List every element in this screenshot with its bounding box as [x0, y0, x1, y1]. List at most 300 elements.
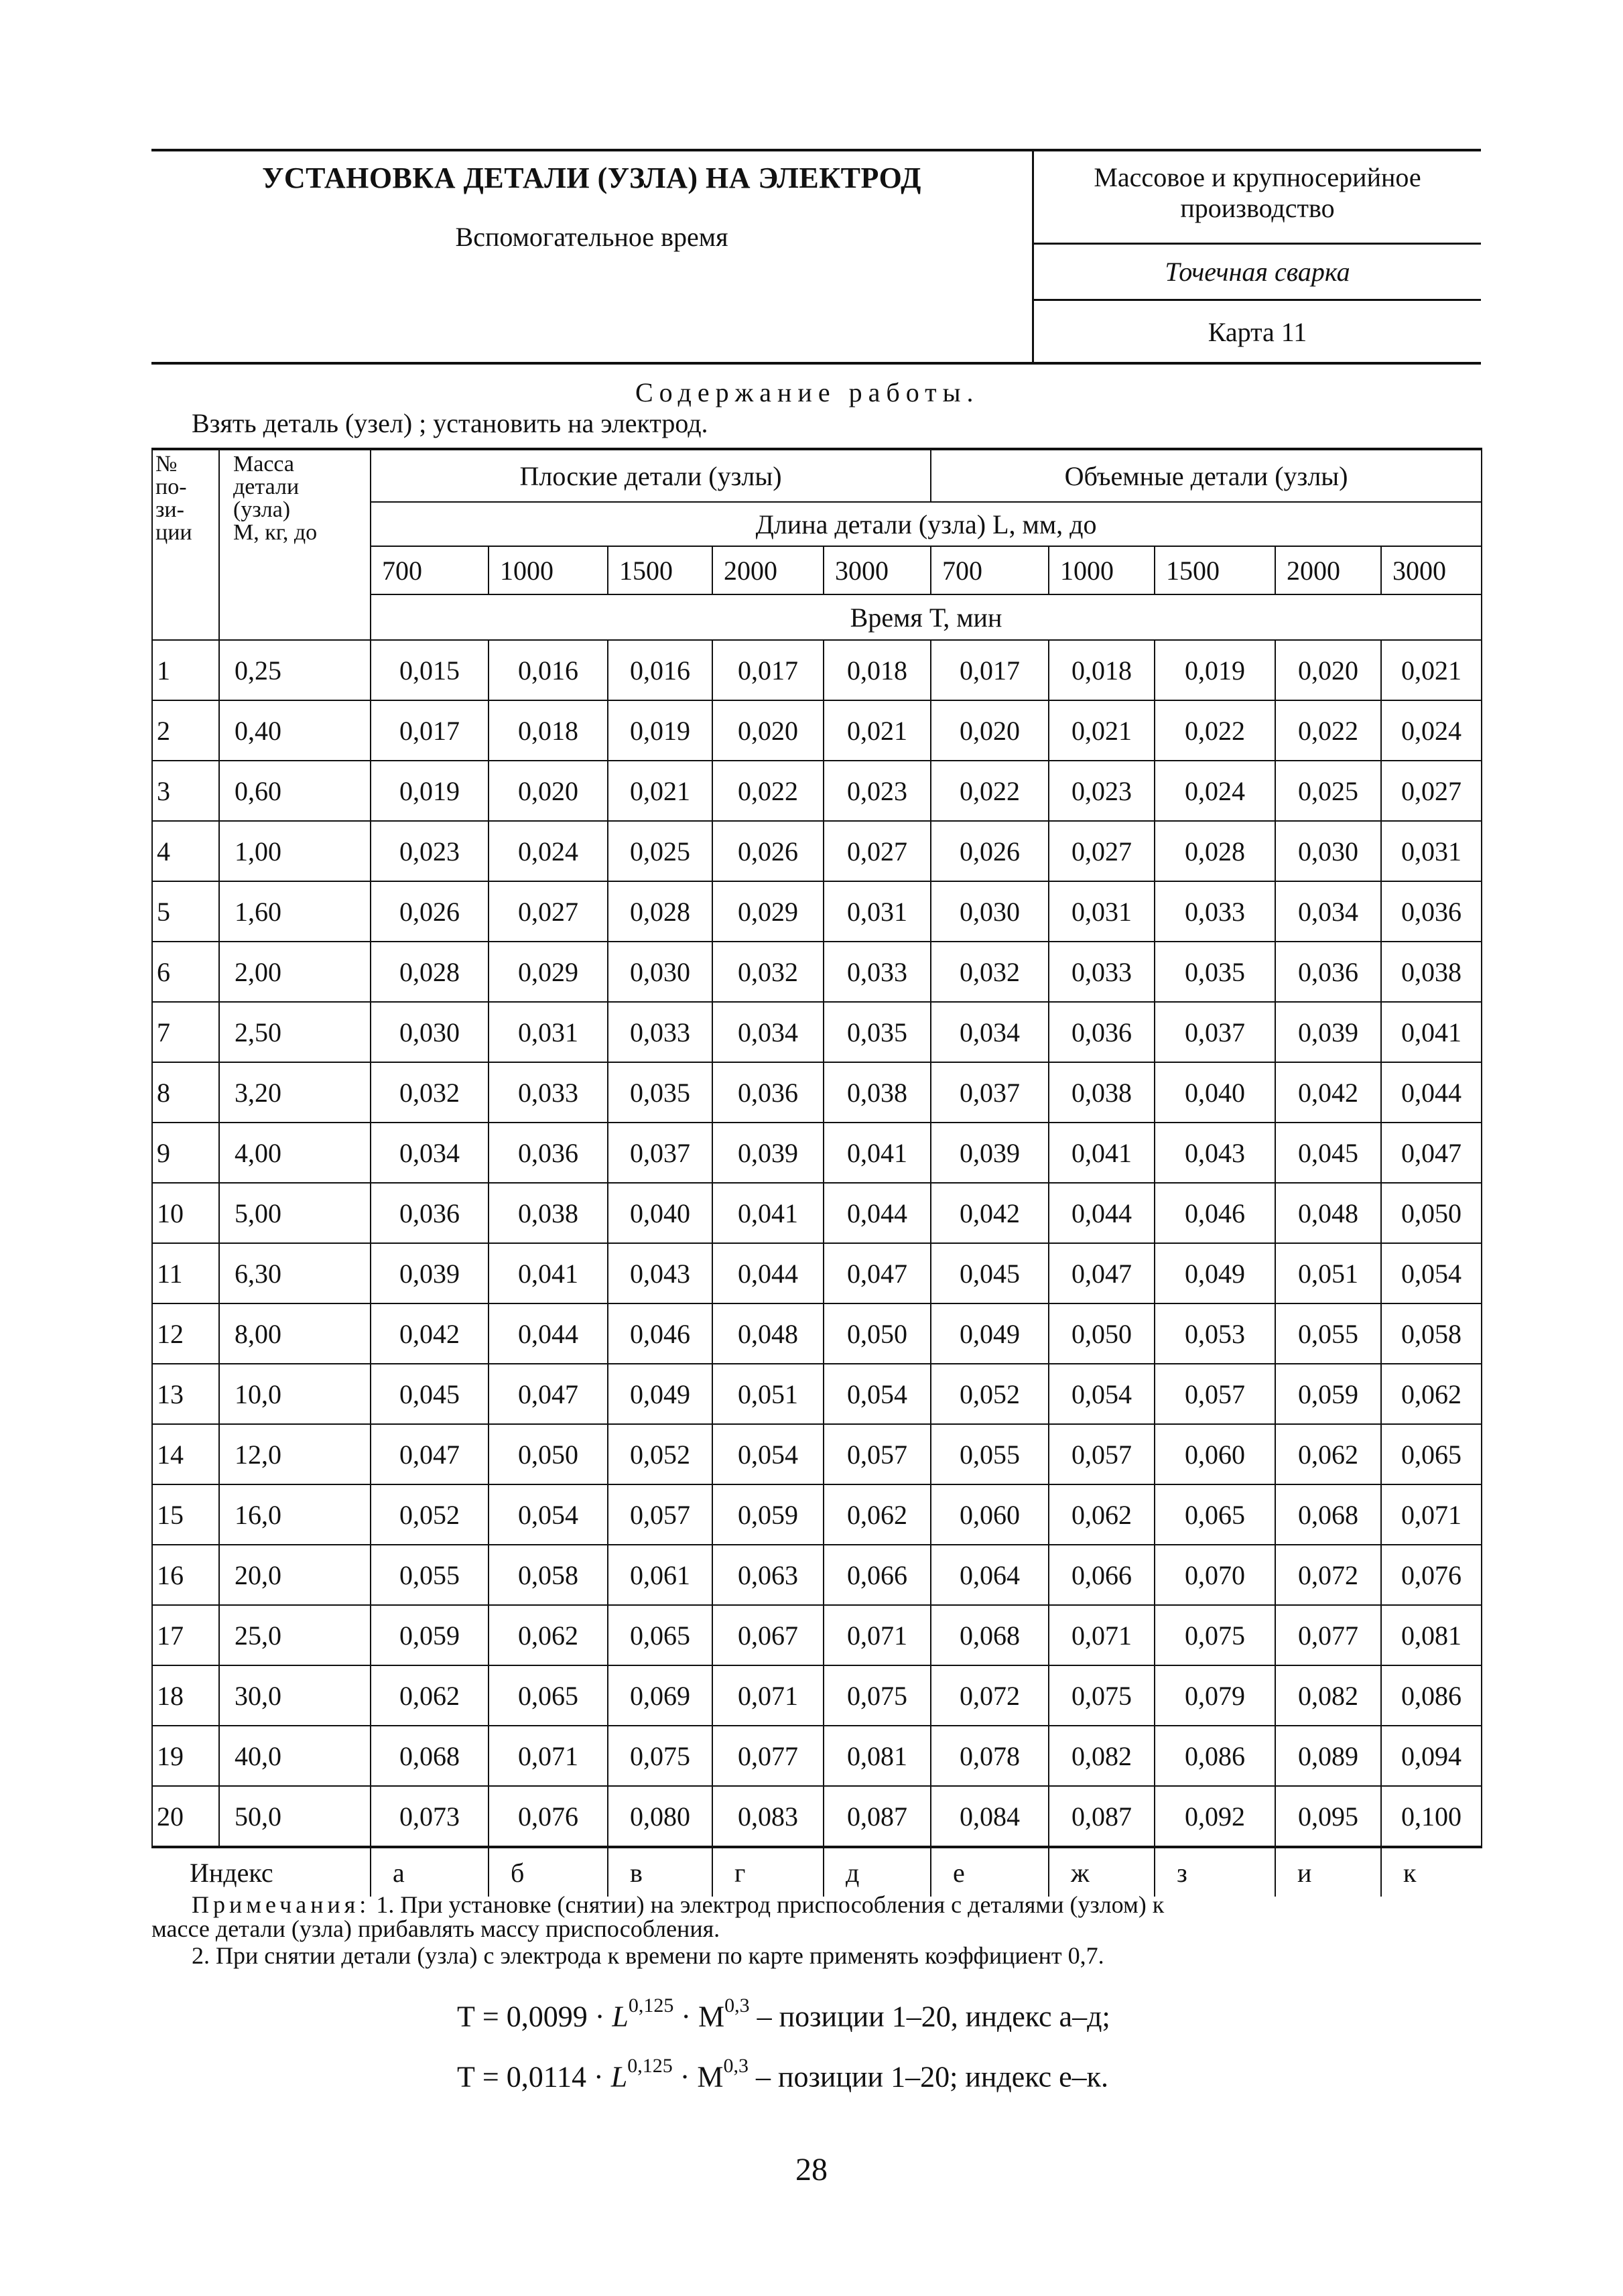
welding-method: Точечная сварка: [1165, 257, 1350, 287]
time-value-cell: 0,039: [371, 1243, 489, 1303]
notes-label: Примечания:: [192, 1891, 371, 1918]
mass-cell: 50,0: [219, 1786, 371, 1847]
time-value-cell: 0,078: [931, 1726, 1049, 1786]
time-value-cell: 0,100: [1381, 1786, 1482, 1847]
table-row: [152, 1303, 1482, 1364]
time-value-cell: 0,023: [824, 761, 931, 821]
position-cell: 7: [152, 1002, 219, 1062]
time-value-cell: 0,040: [608, 1183, 712, 1243]
table-row: [152, 1605, 1482, 1665]
time-value-cell: 0,062: [371, 1665, 489, 1726]
time-value-cell: 0,021: [824, 700, 931, 761]
time-value-cell: 0,057: [824, 1424, 931, 1484]
time-value-cell: 0,041: [824, 1123, 931, 1183]
header-right: [1034, 151, 1481, 362]
mass-cell: 6,30: [219, 1243, 371, 1303]
index-cell: е: [931, 1847, 1049, 1897]
time-value-cell: 0,015: [371, 640, 489, 700]
time-value-cell: 0,044: [1049, 1183, 1155, 1243]
group-flat-header: Плоские детали (узлы): [371, 449, 931, 502]
time-value-cell: 0,057: [1049, 1424, 1155, 1484]
time-value-cell: 0,022: [931, 761, 1049, 821]
time-value-cell: 0,062: [824, 1484, 931, 1545]
time-value-cell: 0,065: [608, 1605, 712, 1665]
time-value-cell: 0,050: [1381, 1183, 1482, 1243]
mass-cell: 1,60: [219, 881, 371, 942]
time-value-cell: 0,094: [1381, 1726, 1482, 1786]
time-value-cell: 0,071: [489, 1726, 608, 1786]
note-2: 2. При снятии детали (узла) с электрода к времени по карте применять коэффициент 0,7.: [192, 1942, 1104, 1969]
time-value-cell: 0,034: [931, 1002, 1049, 1062]
time-value-cell: 0,026: [712, 821, 824, 881]
time-value-cell: 0,018: [824, 640, 931, 700]
time-value-cell: 0,092: [1155, 1786, 1275, 1847]
time-value-cell: 0,022: [1155, 700, 1275, 761]
time-value-cell: 0,049: [1155, 1243, 1275, 1303]
position-cell: 16: [152, 1545, 219, 1605]
time-value-cell: 0,065: [1155, 1484, 1275, 1545]
time-value-cell: 0,076: [1381, 1545, 1482, 1605]
time-value-cell: 0,016: [608, 640, 712, 700]
time-value-cell: 0,051: [712, 1364, 824, 1424]
mass-cell: 0,40: [219, 700, 371, 761]
time-value-cell: 0,024: [1381, 700, 1482, 761]
time-value-cell: 0,036: [489, 1123, 608, 1183]
mass-cell: 25,0: [219, 1605, 371, 1665]
table-row: [152, 881, 1482, 942]
time-value-cell: 0,017: [371, 700, 489, 761]
time-value-cell: 0,080: [608, 1786, 712, 1847]
time-value-cell: 0,022: [1275, 700, 1381, 761]
index-cell: в: [608, 1847, 712, 1897]
time-value-cell: 0,017: [712, 640, 824, 700]
mass-cell: 0,25: [219, 640, 371, 700]
time-value-cell: 0,019: [1155, 640, 1275, 700]
note-1-continued: массе детали (узла) прибавлять массу приспособления.: [151, 1915, 720, 1942]
time-value-cell: 0,033: [608, 1002, 712, 1062]
time-value-cell: 0,047: [1381, 1123, 1482, 1183]
time-value-cell: 0,083: [712, 1786, 824, 1847]
time-value-cell: 0,089: [1275, 1726, 1381, 1786]
position-header: № по- зи- ции: [152, 449, 219, 640]
table-row: [152, 1424, 1482, 1484]
time-value-cell: 0,046: [1155, 1183, 1275, 1243]
table-row: [152, 1484, 1482, 1545]
time-value-cell: 0,069: [608, 1665, 712, 1726]
time-value-cell: 0,033: [824, 942, 931, 1002]
length-column-header: 1500: [608, 546, 712, 594]
time-value-cell: 0,044: [1381, 1062, 1482, 1123]
length-column-header: 700: [931, 546, 1049, 594]
time-value-cell: 0,026: [931, 821, 1049, 881]
time-value-cell: 0,047: [824, 1243, 931, 1303]
position-cell: 4: [152, 821, 219, 881]
time-value-cell: 0,018: [489, 700, 608, 761]
time-value-cell: 0,038: [824, 1062, 931, 1123]
formula-2: Т = 0,0114 · L$^{0,125}$ · М$^{0,3}$ – позиции 1–20; индекс е–к.: [457, 2055, 1109, 2094]
time-value-cell: 0,040: [1155, 1062, 1275, 1123]
time-value-cell: 0,016: [489, 640, 608, 700]
time-value-cell: 0,036: [371, 1183, 489, 1243]
time-value-cell: 0,039: [1275, 1002, 1381, 1062]
time-value-cell: 0,071: [1381, 1484, 1482, 1545]
index-cell: и: [1275, 1847, 1381, 1897]
time-value-cell: 0,049: [931, 1303, 1049, 1364]
index-cell: к: [1381, 1847, 1482, 1897]
time-value-cell: 0,031: [824, 881, 931, 942]
mass-cell: 16,0: [219, 1484, 371, 1545]
time-value-cell: 0,039: [712, 1123, 824, 1183]
time-value-cell: 0,045: [931, 1243, 1049, 1303]
time-value-cell: 0,028: [371, 942, 489, 1002]
position-cell: 3: [152, 761, 219, 821]
mass-cell: 1,00: [219, 821, 371, 881]
time-value-cell: 0,033: [1155, 881, 1275, 942]
time-value-cell: 0,038: [489, 1183, 608, 1243]
mass-cell: 2,50: [219, 1002, 371, 1062]
time-value-cell: 0,042: [1275, 1062, 1381, 1123]
time-value-cell: 0,068: [931, 1605, 1049, 1665]
time-value-cell: 0,036: [712, 1062, 824, 1123]
mass-cell: 5,00: [219, 1183, 371, 1243]
time-value-cell: 0,046: [608, 1303, 712, 1364]
time-value-cell: 0,050: [489, 1424, 608, 1484]
time-value-cell: 0,050: [824, 1303, 931, 1364]
time-value-cell: 0,034: [712, 1002, 824, 1062]
time-header: Время Т, мин: [371, 594, 1482, 640]
index-label: Индекс: [152, 1847, 371, 1897]
time-value-cell: 0,024: [1155, 761, 1275, 821]
time-value-cell: 0,057: [1155, 1364, 1275, 1424]
time-value-cell: 0,037: [931, 1062, 1049, 1123]
time-value-cell: 0,032: [931, 942, 1049, 1002]
page-number: 28: [795, 2152, 828, 2187]
time-value-cell: 0,021: [608, 761, 712, 821]
table-row: [152, 700, 1482, 761]
time-value-cell: 0,062: [1381, 1364, 1482, 1424]
table-row: [152, 821, 1482, 881]
time-value-cell: 0,032: [371, 1062, 489, 1123]
time-value-cell: 0,017: [931, 640, 1049, 700]
header-left: [151, 151, 1032, 362]
time-value-cell: 0,033: [489, 1062, 608, 1123]
position-cell: 15: [152, 1484, 219, 1545]
length-column-header: 2000: [712, 546, 824, 594]
position-cell: 5: [152, 881, 219, 942]
time-value-cell: 0,036: [1275, 942, 1381, 1002]
time-value-cell: 0,075: [608, 1726, 712, 1786]
time-value-cell: 0,057: [608, 1484, 712, 1545]
time-value-cell: 0,035: [824, 1002, 931, 1062]
position-cell: 1: [152, 640, 219, 700]
table-row: [152, 1364, 1482, 1424]
table-row: [152, 761, 1482, 821]
position-cell: 11: [152, 1243, 219, 1303]
mass-cell: 12,0: [219, 1424, 371, 1484]
time-value-cell: 0,029: [712, 881, 824, 942]
time-value-cell: 0,060: [931, 1484, 1049, 1545]
time-value-cell: 0,044: [712, 1243, 824, 1303]
work-content-text: Взять деталь (узел) ; установить на электрод.: [192, 408, 708, 438]
time-value-cell: 0,044: [824, 1183, 931, 1243]
length-column-header: 3000: [1381, 546, 1482, 594]
time-value-cell: 0,065: [1381, 1424, 1482, 1484]
time-value-cell: 0,031: [1381, 821, 1482, 881]
time-value-cell: 0,052: [608, 1424, 712, 1484]
time-value-cell: 0,032: [712, 942, 824, 1002]
mass-cell: 3,20: [219, 1062, 371, 1123]
work-content-title: Содержание работы.: [635, 377, 980, 407]
time-value-cell: 0,061: [608, 1545, 712, 1605]
time-value-cell: 0,033: [1049, 942, 1155, 1002]
time-value-cell: 0,081: [1381, 1605, 1482, 1665]
table-row: [152, 1545, 1482, 1605]
card-number: Карта 11: [1208, 317, 1307, 347]
time-value-cell: 0,044: [489, 1303, 608, 1364]
time-value-cell: 0,035: [1155, 942, 1275, 1002]
position-cell: 13: [152, 1364, 219, 1424]
time-value-cell: 0,041: [1381, 1002, 1482, 1062]
time-value-cell: 0,076: [489, 1786, 608, 1847]
mass-cell: 4,00: [219, 1123, 371, 1183]
time-value-cell: 0,025: [1275, 761, 1381, 821]
time-value-cell: 0,047: [1049, 1243, 1155, 1303]
time-value-cell: 0,048: [712, 1303, 824, 1364]
header-rule: [1034, 299, 1481, 301]
time-value-cell: 0,045: [371, 1364, 489, 1424]
time-value-cell: 0,070: [1155, 1545, 1275, 1605]
time-value-cell: 0,081: [824, 1726, 931, 1786]
time-value-cell: 0,018: [1049, 640, 1155, 700]
time-value-cell: 0,054: [824, 1364, 931, 1424]
production-line-2: производство: [1180, 193, 1335, 223]
page-title: УСТАНОВКА ДЕТАЛИ (УЗЛА) НА ЭЛЕКТРОД: [262, 162, 921, 194]
time-value-cell: 0,058: [1381, 1303, 1482, 1364]
table-row: [152, 1726, 1482, 1786]
time-value-cell: 0,054: [489, 1484, 608, 1545]
index-row: [152, 1847, 1482, 1897]
time-value-cell: 0,052: [931, 1364, 1049, 1424]
position-cell: 14: [152, 1424, 219, 1484]
length-column-header: 1500: [1155, 546, 1275, 594]
time-value-cell: 0,060: [1155, 1424, 1275, 1484]
formula-1: Т = 0,0099 · L$^{0,125}$ · М$^{0,3}$ – позиции 1–20, индекс а–д;: [457, 1994, 1110, 2033]
table-row: [152, 640, 1482, 700]
time-value-cell: 0,041: [489, 1243, 608, 1303]
table-row: [152, 1002, 1482, 1062]
table-row: [152, 1183, 1482, 1243]
time-value-cell: 0,029: [489, 942, 608, 1002]
time-value-cell: 0,050: [1049, 1303, 1155, 1364]
time-value-cell: 0,051: [1275, 1243, 1381, 1303]
time-value-cell: 0,027: [1381, 761, 1482, 821]
time-value-cell: 0,049: [608, 1364, 712, 1424]
time-value-cell: 0,030: [371, 1002, 489, 1062]
mass-header: Масса детали (узла) М, кг, до: [219, 449, 371, 640]
time-value-cell: 0,059: [1275, 1364, 1381, 1424]
time-value-cell: 0,041: [1049, 1123, 1155, 1183]
time-value-cell: 0,071: [824, 1605, 931, 1665]
time-value-cell: 0,034: [1275, 881, 1381, 942]
index-cell: ж: [1049, 1847, 1155, 1897]
time-value-cell: 0,037: [608, 1123, 712, 1183]
position-cell: 20: [152, 1786, 219, 1847]
time-value-cell: 0,063: [712, 1545, 824, 1605]
length-column-header: 3000: [824, 546, 931, 594]
index-cell: б: [489, 1847, 608, 1897]
mass-cell: 10,0: [219, 1364, 371, 1424]
production-type: [1034, 162, 1481, 224]
time-value-cell: 0,027: [1049, 821, 1155, 881]
time-value-cell: 0,086: [1155, 1726, 1275, 1786]
time-value-cell: 0,034: [371, 1123, 489, 1183]
time-value-cell: 0,071: [1049, 1605, 1155, 1665]
time-table: [151, 448, 1482, 1897]
time-value-cell: 0,037: [1155, 1002, 1275, 1062]
table-row: [152, 1123, 1482, 1183]
time-value-cell: 0,086: [1381, 1665, 1482, 1726]
time-value-cell: 0,023: [371, 821, 489, 881]
page-subtitle: Вспомогательное время: [455, 222, 728, 252]
time-value-cell: 0,062: [489, 1605, 608, 1665]
time-value-cell: 0,058: [489, 1545, 608, 1605]
note-1: [192, 1893, 1492, 1917]
time-value-cell: 0,030: [1275, 821, 1381, 881]
time-value-cell: 0,020: [489, 761, 608, 821]
length-column-header: 1000: [489, 546, 608, 594]
time-value-cell: 0,026: [371, 881, 489, 942]
time-value-cell: 0,054: [712, 1424, 824, 1484]
position-cell: 19: [152, 1726, 219, 1786]
time-value-cell: 0,021: [1049, 700, 1155, 761]
time-value-cell: 0,021: [1381, 640, 1482, 700]
time-value-cell: 0,079: [1155, 1665, 1275, 1726]
length-column-header: 1000: [1049, 546, 1155, 594]
position-cell: 17: [152, 1605, 219, 1665]
time-value-cell: 0,030: [931, 881, 1049, 942]
time-value-cell: 0,039: [931, 1123, 1049, 1183]
table-body: [152, 640, 1482, 1897]
time-value-cell: 0,019: [608, 700, 712, 761]
time-value-cell: 0,019: [371, 761, 489, 821]
time-value-cell: 0,068: [1275, 1484, 1381, 1545]
time-value-cell: 0,055: [931, 1424, 1049, 1484]
time-value-cell: 0,067: [712, 1605, 824, 1665]
time-value-cell: 0,052: [371, 1484, 489, 1545]
time-value-cell: 0,027: [489, 881, 608, 942]
mass-cell: 30,0: [219, 1665, 371, 1726]
position-cell: 9: [152, 1123, 219, 1183]
time-value-cell: 0,071: [712, 1665, 824, 1726]
time-value-cell: 0,059: [371, 1605, 489, 1665]
time-value-cell: 0,038: [1049, 1062, 1155, 1123]
time-value-cell: 0,036: [1049, 1002, 1155, 1062]
time-value-cell: 0,055: [371, 1545, 489, 1605]
time-value-cell: 0,028: [1155, 821, 1275, 881]
index-cell: д: [824, 1847, 931, 1897]
time-value-cell: 0,075: [1155, 1605, 1275, 1665]
group-volume-header: Объемные детали (узлы): [931, 449, 1482, 502]
time-value-cell: 0,054: [1049, 1364, 1155, 1424]
time-value-cell: 0,030: [608, 942, 712, 1002]
time-value-cell: 0,072: [1275, 1545, 1381, 1605]
time-value-cell: 0,048: [1275, 1183, 1381, 1243]
time-value-cell: 0,073: [371, 1786, 489, 1847]
time-value-cell: 0,066: [824, 1545, 931, 1605]
table-row: [152, 942, 1482, 1002]
index-cell: з: [1155, 1847, 1275, 1897]
time-value-cell: 0,072: [931, 1665, 1049, 1726]
index-cell: а: [371, 1847, 489, 1897]
time-value-cell: 0,064: [931, 1545, 1049, 1605]
time-value-cell: 0,082: [1049, 1726, 1155, 1786]
mass-cell: 0,60: [219, 761, 371, 821]
time-value-cell: 0,025: [608, 821, 712, 881]
length-header: Длина детали (узла) L, мм, до: [371, 502, 1482, 546]
table-row: [152, 1665, 1482, 1726]
position-cell: 10: [152, 1183, 219, 1243]
time-value-cell: 0,068: [371, 1726, 489, 1786]
time-value-cell: 0,042: [931, 1183, 1049, 1243]
mass-cell: 40,0: [219, 1726, 371, 1786]
time-value-cell: 0,023: [1049, 761, 1155, 821]
time-value-cell: 0,075: [824, 1665, 931, 1726]
time-value-cell: 0,059: [712, 1484, 824, 1545]
time-value-cell: 0,027: [824, 821, 931, 881]
time-value-cell: 0,095: [1275, 1786, 1381, 1847]
mass-cell: 8,00: [219, 1303, 371, 1364]
time-value-cell: 0,043: [1155, 1123, 1275, 1183]
position-cell: 12: [152, 1303, 219, 1364]
mass-cell: 20,0: [219, 1545, 371, 1605]
time-value-cell: 0,031: [1049, 881, 1155, 942]
time-value-cell: 0,075: [1049, 1665, 1155, 1726]
time-value-cell: 0,087: [824, 1786, 931, 1847]
time-value-cell: 0,065: [489, 1665, 608, 1726]
time-value-cell: 0,031: [489, 1002, 608, 1062]
time-value-cell: 0,054: [1381, 1243, 1482, 1303]
time-value-cell: 0,077: [1275, 1605, 1381, 1665]
header-block: [151, 149, 1481, 365]
time-value-cell: 0,066: [1049, 1545, 1155, 1605]
time-value-cell: 0,043: [608, 1243, 712, 1303]
time-value-cell: 0,047: [371, 1424, 489, 1484]
note-1-text: 1. При установке (снятии) на электрод приспособления с деталями (узлом) к: [370, 1891, 1165, 1918]
table-row: [152, 1243, 1482, 1303]
time-value-cell: 0,036: [1381, 881, 1482, 942]
time-value-cell: 0,028: [608, 881, 712, 942]
time-value-cell: 0,047: [489, 1364, 608, 1424]
time-value-cell: 0,041: [712, 1183, 824, 1243]
time-value-cell: 0,062: [1275, 1424, 1381, 1484]
time-value-cell: 0,024: [489, 821, 608, 881]
position-cell: 2: [152, 700, 219, 761]
position-cell: 8: [152, 1062, 219, 1123]
position-cell: 6: [152, 942, 219, 1002]
header-rule: [1034, 243, 1481, 245]
time-value-cell: 0,045: [1275, 1123, 1381, 1183]
time-value-cell: 0,055: [1275, 1303, 1381, 1364]
time-value-cell: 0,020: [1275, 640, 1381, 700]
time-value-cell: 0,022: [712, 761, 824, 821]
time-value-cell: 0,077: [712, 1726, 824, 1786]
time-value-cell: 0,062: [1049, 1484, 1155, 1545]
table-row: [152, 1786, 1482, 1847]
production-line-1: Массовое и крупносерийное: [1094, 162, 1421, 192]
position-cell: 18: [152, 1665, 219, 1726]
time-value-cell: 0,053: [1155, 1303, 1275, 1364]
time-value-cell: 0,038: [1381, 942, 1482, 1002]
